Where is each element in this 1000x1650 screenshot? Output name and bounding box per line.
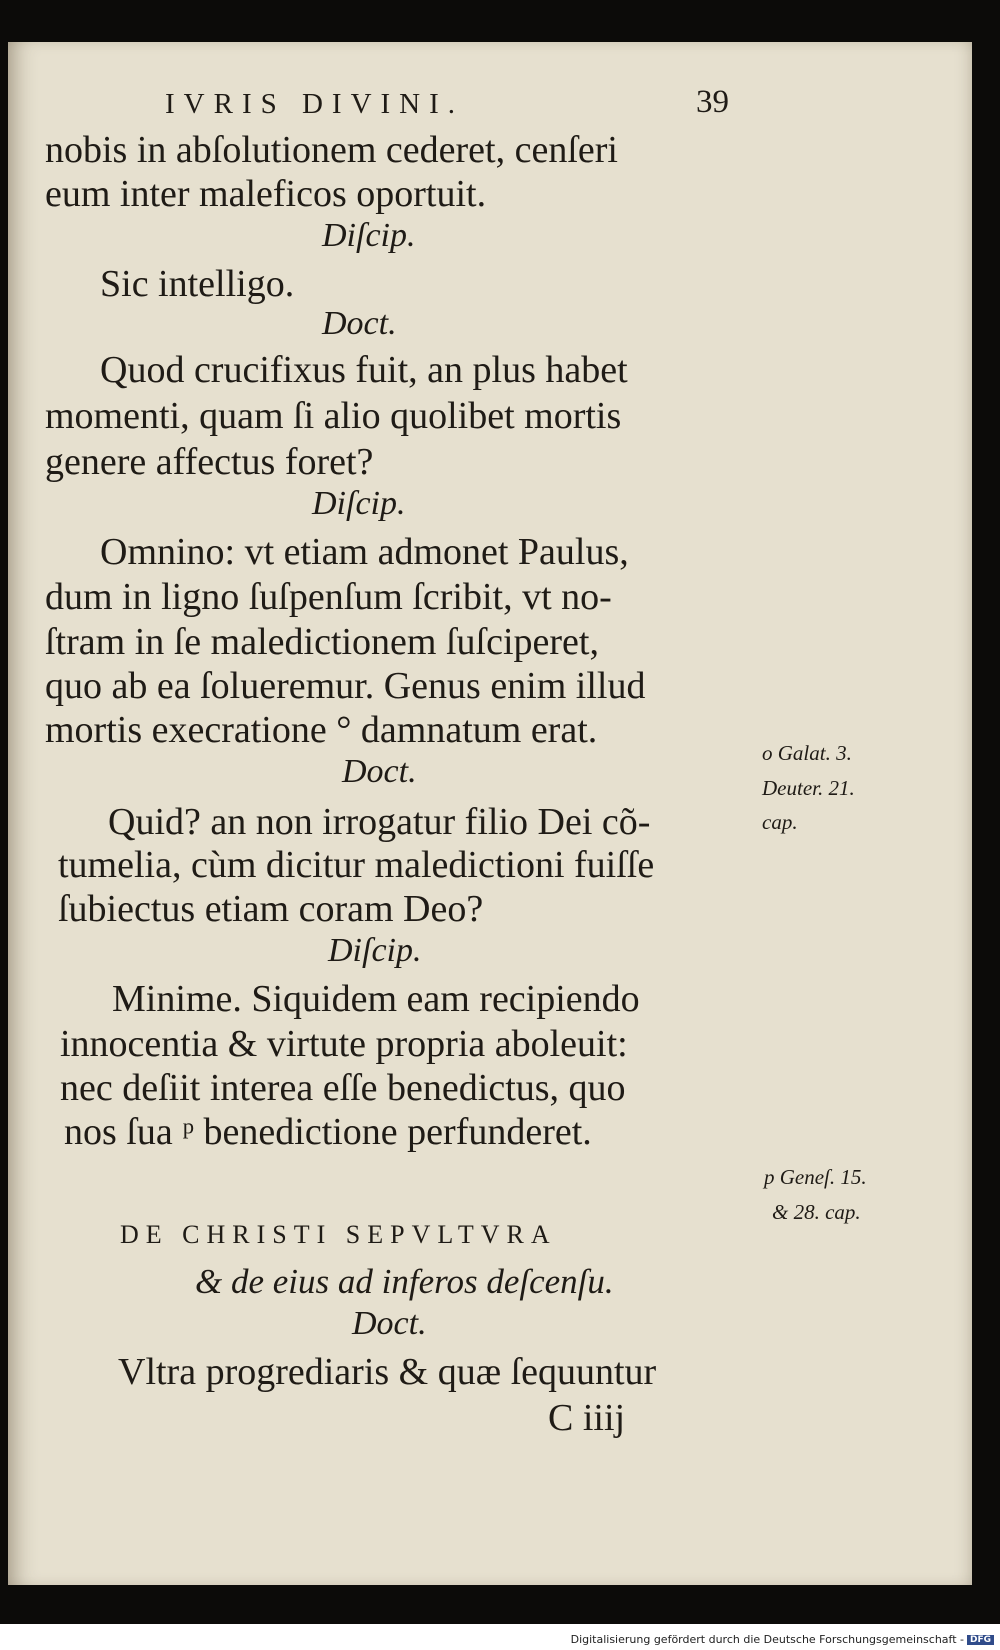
speaker-label: Doct. (342, 753, 417, 790)
speaker-label: Diſcip. (322, 217, 416, 254)
text-line: Quid? an non irrogatur filio Dei cõ- (108, 801, 651, 843)
text-line: Quod crucifixus fuit, an plus habet (100, 349, 628, 391)
dfg-logo-icon: DFG (967, 1635, 994, 1645)
marginal-note: cap. (762, 810, 798, 834)
speaker-label: Diſcip. (328, 932, 422, 969)
text-line: mortis execratione ° damnatum erat. (45, 709, 598, 751)
text-line: tumelia, cùm dicitur maledictioni fuiſſe (58, 844, 655, 886)
text-line: nos ſua ᵖ benedictione perfunderet. (64, 1111, 592, 1153)
text-line: ſtram in ſe maledictionem ſuſciperet, (45, 621, 599, 663)
text-line: Minime. Siquidem eam recipiendo (112, 978, 640, 1020)
text-line: ſubiectus etiam coram Deo? (58, 888, 484, 930)
text-line: innocentia & virtute propria aboleuit: (60, 1023, 628, 1065)
marginal-note: p Geneſ. 15. (764, 1165, 867, 1189)
marginal-note: & 28. cap. (772, 1200, 861, 1224)
text-line: Sic intelligo. (100, 263, 295, 305)
text-line: genere affectus foret? (45, 441, 374, 483)
section-heading: DE CHRISTI SEPVLTVRA (120, 1220, 557, 1249)
funding-credit-text: Digitalisierung gefördert durch die Deutsche Forschungsgemeinschaft - (570, 1633, 964, 1646)
page-number: 39 (696, 84, 729, 120)
running-head: IVRIS DIVINI. (165, 88, 465, 120)
text-line: Omnino: vt etiam admonet Paulus, (100, 531, 629, 573)
text-line: nec deſiit interea eſſe benedictus, quo (60, 1067, 626, 1109)
text-line: Vltra progrediaris & quæ ſequuntur (118, 1351, 657, 1393)
marginal-note: o Galat. 3. (762, 741, 852, 765)
text-line: nobis in abſolutionem cederet, cenſeri (45, 129, 618, 171)
marginal-note: Deuter. 21. (762, 776, 855, 800)
signature-mark: C iiij (548, 1397, 626, 1439)
text-line: dum in ligno ſuſpenſum ſcribit, vt no- (45, 576, 612, 618)
text-line: momenti, quam ſi alio quolibet mortis (45, 395, 622, 437)
funding-credit (571, 1633, 994, 1646)
speaker-label: Doct. (322, 305, 397, 342)
speaker-label: Diſcip. (312, 485, 406, 522)
section-subheading: & de eius ad inferos deſcenſu. (195, 1262, 614, 1301)
speaker-label: Doct. (352, 1305, 427, 1342)
text-line: eum inter maleficos oportuit. (45, 173, 487, 215)
text-line: quo ab ea ſolueremur. Genus enim illud (45, 665, 646, 707)
